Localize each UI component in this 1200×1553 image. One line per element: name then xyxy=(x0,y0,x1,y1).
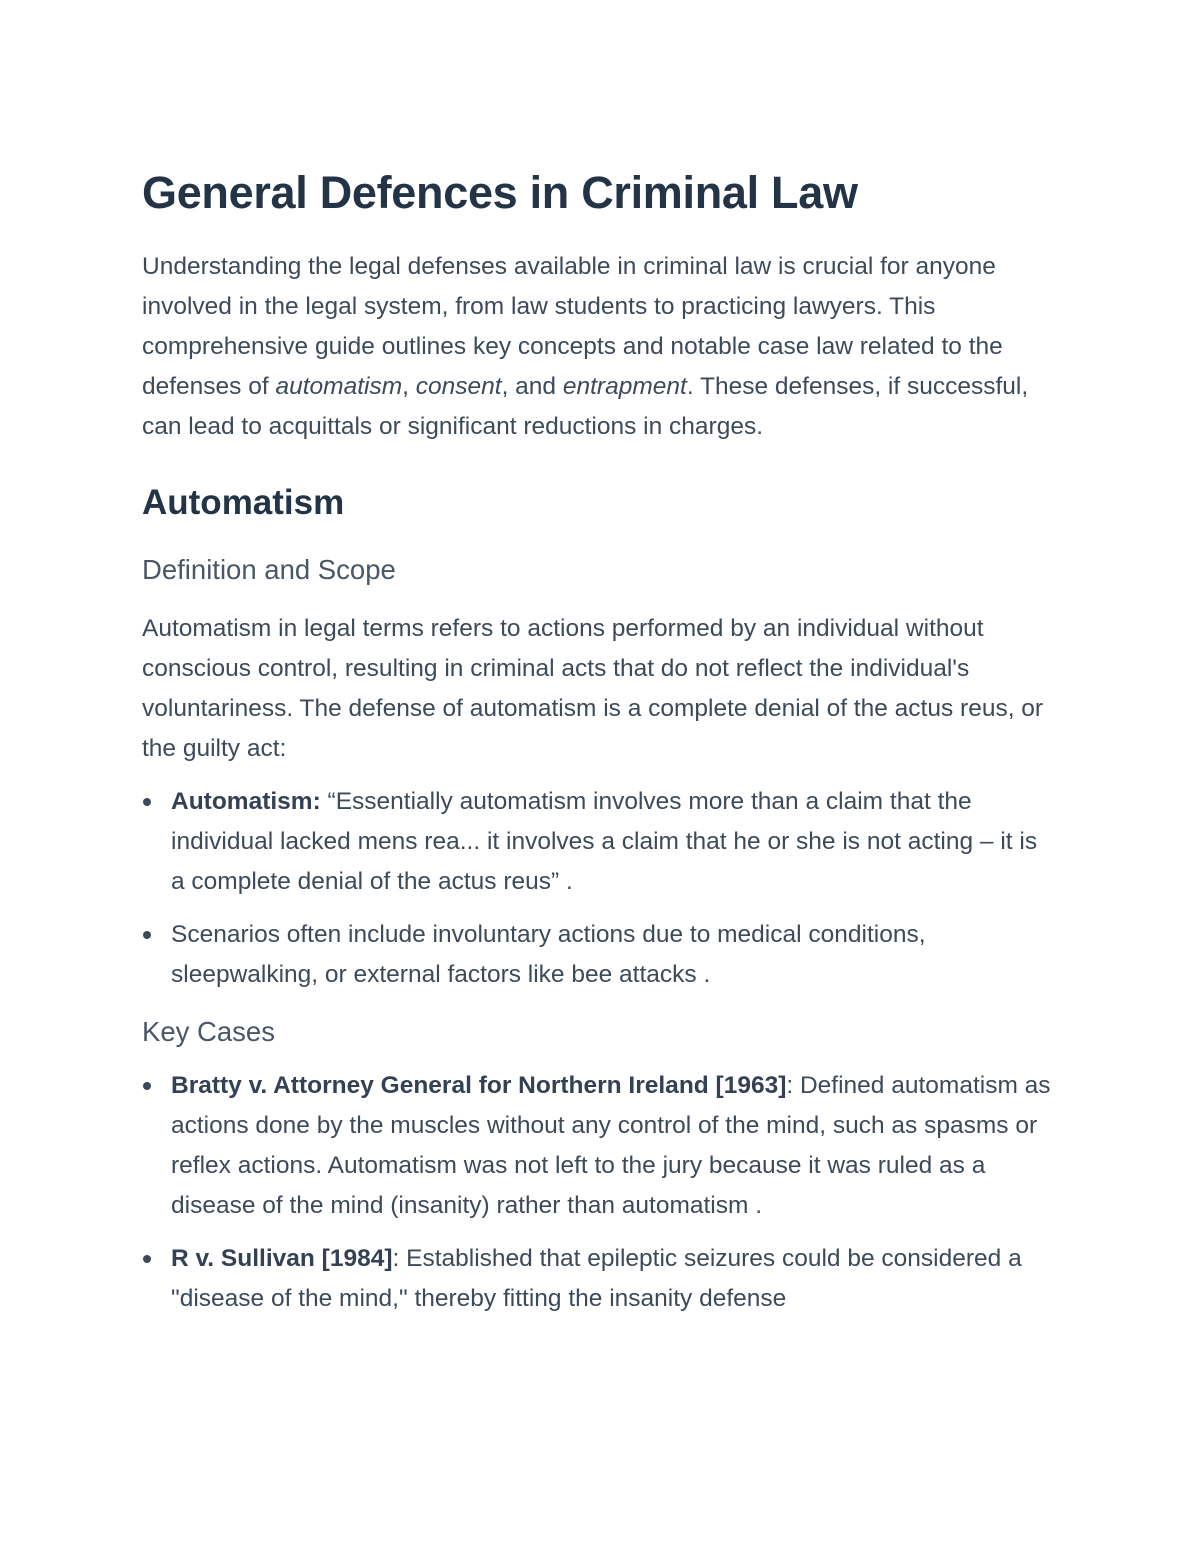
section-heading-automatism: Automatism xyxy=(142,483,345,522)
case-name: R v. Sullivan [1984] xyxy=(171,1245,393,1272)
term-entrapment: entrapment xyxy=(562,373,687,400)
list-item xyxy=(142,1066,1055,1226)
document-title: General Defences in Criminal Law xyxy=(142,167,858,218)
definition-paragraph: Automatism in legal terms refers to actions performed by an individual without conscious control, resulting in criminal acts that do not reflect the individual's voluntariness. The defense of automatism is a complete denial of the actus reus, or the guilty act: xyxy=(142,615,1044,762)
subheading-definition: Definition and Scope xyxy=(142,554,396,585)
intro-separator: , xyxy=(402,373,416,400)
intro-paragraph xyxy=(142,247,1055,447)
term-automatism: automatism xyxy=(275,373,403,400)
item-text: “Essentially automatism involves more than a claim that the individual lacked mens rea... it involves a claim that he or she is not acting – it is a complete denial of the actus reus” . xyxy=(171,788,1038,895)
case-text: : Defined automatism as actions done by the muscles without any control of the mind, such as spasms or reflex actions. Automatism was not left to the jury because it was ruled as a disease of the mind (insanity) rather than automatism . xyxy=(171,1072,1051,1219)
case-text: : Established that epileptic seizures could be considered a "disease of the mind," thereby fitting the insanity defense xyxy=(171,1245,1022,1312)
term-consent: consent xyxy=(415,373,502,400)
cases-list xyxy=(142,1066,1055,1319)
definition-list xyxy=(142,782,1055,995)
list-item xyxy=(142,915,1055,995)
list-item xyxy=(142,1239,1055,1319)
bullet-icon xyxy=(143,931,151,939)
list-item xyxy=(142,782,1055,902)
bullet-icon xyxy=(143,1082,151,1090)
intro-text-end: . These defenses, if successful, can lead to acquittals or significant reductions in charges. xyxy=(142,373,1029,440)
case-name: Bratty v. Attorney General for Northern Ireland [1963] xyxy=(171,1072,787,1099)
intro-text-start: Understanding the legal defenses available in criminal law is crucial for anyone involved in the legal system, from law students to practicing lawyers. This comprehensive guide outlines key concepts and notable case law related to the defenses of xyxy=(142,253,1003,400)
intro-separator: , and xyxy=(501,373,563,400)
bullet-icon xyxy=(143,1255,151,1263)
subheading-key-cases: Key Cases xyxy=(142,1016,275,1047)
item-text: Scenarios often include involuntary actions due to medical conditions, sleepwalking, or external factors like bee attacks . xyxy=(171,921,926,988)
item-label: Automatism: xyxy=(171,788,321,815)
bullet-icon xyxy=(143,798,151,806)
